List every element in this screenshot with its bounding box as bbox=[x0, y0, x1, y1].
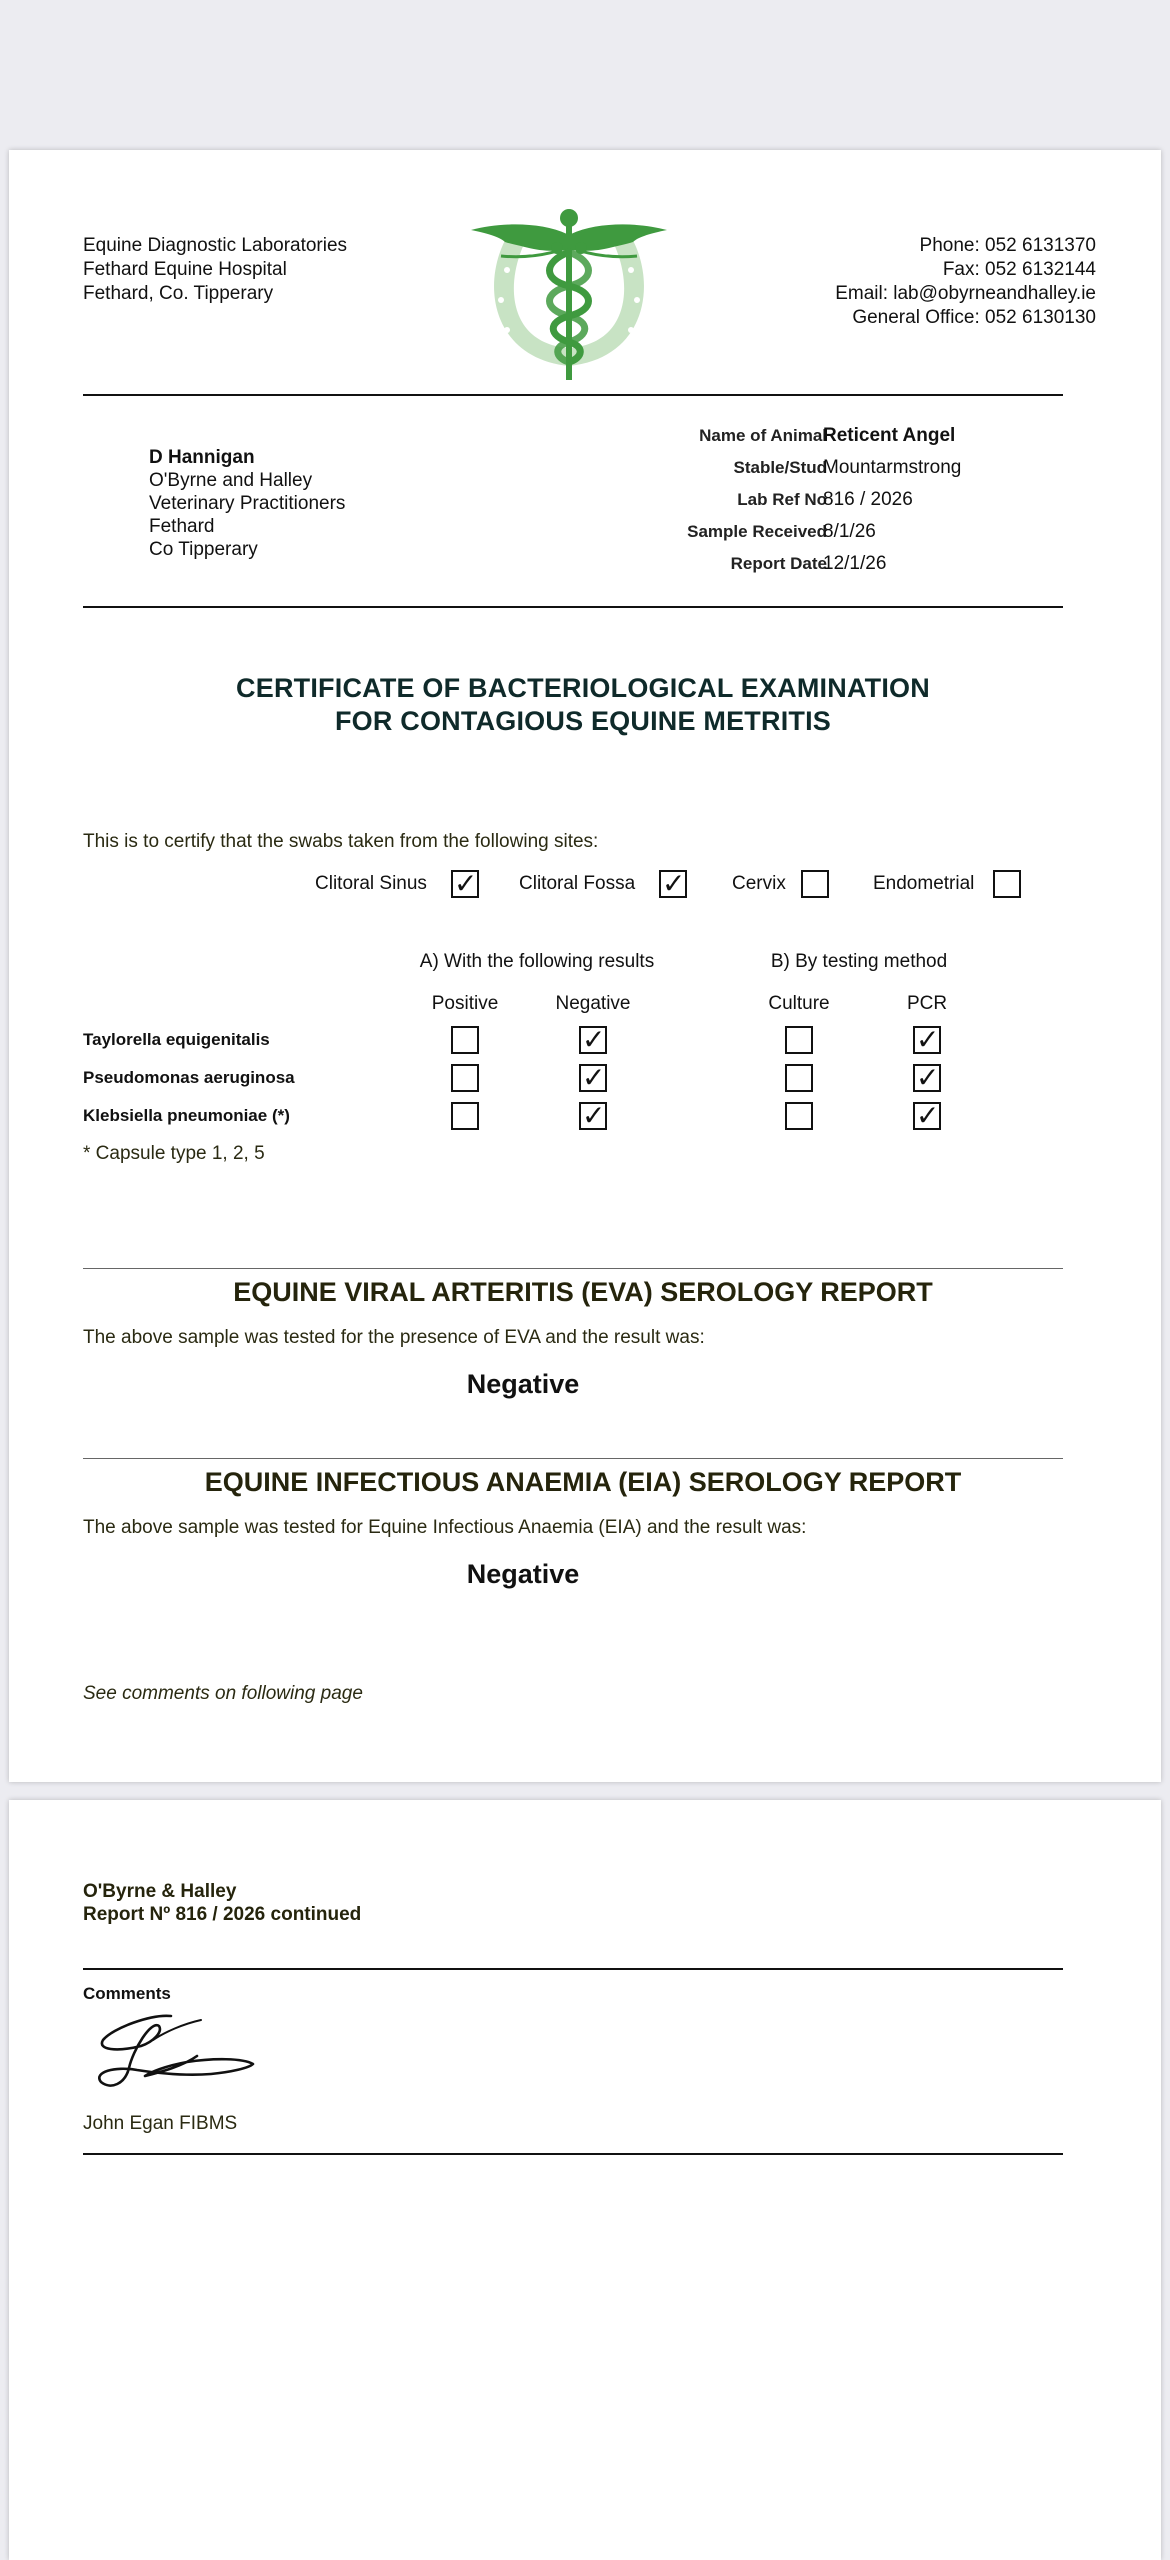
fax-number: Fax: 052 6132144 bbox=[942, 259, 1096, 280]
divider bbox=[83, 1268, 1063, 1269]
site-label: Endometrial bbox=[873, 873, 975, 894]
lab-location: Fethard, Co. Tipperary bbox=[83, 283, 274, 304]
organism-name: Pseudomonas aeruginosa bbox=[83, 1068, 295, 1087]
result-checkbox[interactable] bbox=[451, 1102, 479, 1130]
result-checkbox[interactable] bbox=[785, 1064, 813, 1092]
result-checkbox[interactable] bbox=[451, 1026, 479, 1054]
site-checkbox[interactable] bbox=[993, 870, 1021, 898]
info-row-report-date bbox=[9, 548, 1161, 580]
info-row-sample-received bbox=[9, 516, 1161, 548]
addressee-line: Fethard bbox=[149, 516, 215, 537]
result-checkbox[interactable] bbox=[579, 1023, 607, 1056]
site-label: Clitoral Fossa bbox=[519, 873, 636, 894]
info-row-animal bbox=[9, 420, 1161, 452]
column-heading: Negative bbox=[555, 993, 631, 1014]
method-group-heading: B) By testing method bbox=[770, 951, 948, 972]
certificate-title-line: CERTIFICATE OF BACTERIOLOGICAL EXAMINATION bbox=[236, 673, 930, 703]
caduceus-horseshoe-icon bbox=[471, 208, 667, 380]
checkmark-icon: ✓ bbox=[454, 867, 478, 900]
addressee-name: D Hannigan bbox=[149, 447, 255, 468]
result-checkbox[interactable] bbox=[579, 1099, 607, 1132]
info-label: Lab Ref No bbox=[737, 490, 827, 509]
continuation-note: See comments on following page bbox=[83, 1683, 363, 1704]
organism-name: Klebsiella pneumoniae (*) bbox=[83, 1106, 290, 1125]
divider bbox=[83, 1458, 1063, 1459]
info-value: Reticent Angel bbox=[823, 425, 956, 446]
swab-intro: This is to certify that the swabs taken from the following sites: bbox=[83, 831, 599, 852]
info-label: Report Date bbox=[730, 554, 827, 573]
report-page-1 bbox=[9, 150, 1161, 1782]
capsule-footnote: * Capsule type 1, 2, 5 bbox=[83, 1143, 265, 1164]
email-address[interactable]: Email: lab@obyrneandhalley.ie bbox=[835, 283, 1096, 304]
info-value: 816 / 2026 bbox=[823, 489, 913, 510]
phone-number: Phone: 052 6131370 bbox=[919, 235, 1096, 256]
checkmark-icon: ✓ bbox=[582, 1023, 606, 1056]
info-row-stable bbox=[9, 452, 1161, 484]
eia-description: The above sample was tested for Equine Infectious Anaemia (EIA) and the result was: bbox=[83, 1517, 807, 1538]
info-label: Sample Received bbox=[687, 522, 827, 541]
result-checkbox[interactable] bbox=[913, 1099, 941, 1132]
company-name: O'Byrne & Halley bbox=[83, 1881, 237, 1902]
eva-result: Negative bbox=[466, 1369, 580, 1399]
eva-section-title: EQUINE VIRAL ARTERITIS (EVA) SEROLOGY REPORT bbox=[233, 1277, 933, 1307]
report-page-2 bbox=[9, 1800, 1161, 2560]
lab-address bbox=[83, 234, 347, 306]
site-label: Clitoral Sinus bbox=[315, 873, 427, 894]
checkmark-icon: ✓ bbox=[662, 867, 686, 900]
result-checkbox[interactable] bbox=[785, 1102, 813, 1130]
certificate-title bbox=[83, 672, 1083, 738]
report-reference: Report Nº 816 / 2026 continued bbox=[83, 1904, 362, 1925]
office-number: General Office: 052 6130130 bbox=[852, 307, 1096, 328]
checkmark-icon: ✓ bbox=[916, 1061, 940, 1094]
lab-contact bbox=[835, 234, 1096, 330]
divider bbox=[83, 606, 1063, 608]
result-checkbox[interactable] bbox=[579, 1061, 607, 1094]
eia-section-title: EQUINE INFECTIOUS ANAEMIA (EIA) SEROLOGY REPORT bbox=[204, 1467, 962, 1497]
result-checkbox[interactable] bbox=[451, 1064, 479, 1092]
addressee-line: Co Tipperary bbox=[149, 539, 258, 560]
checkmark-icon: ✓ bbox=[916, 1023, 940, 1056]
lab-hospital: Fethard Equine Hospital bbox=[83, 259, 287, 280]
info-row-lab-ref bbox=[9, 484, 1161, 516]
site-checkbox[interactable] bbox=[801, 870, 829, 898]
info-value: 12/1/26 bbox=[823, 553, 887, 574]
lab-name: Equine Diagnostic Laboratories bbox=[83, 235, 348, 256]
column-heading: Culture bbox=[768, 993, 830, 1014]
comments-label: Comments bbox=[83, 1984, 171, 2003]
page2-header bbox=[83, 1880, 361, 1926]
result-checkbox[interactable] bbox=[913, 1023, 941, 1056]
column-heading: Positive bbox=[431, 993, 499, 1014]
info-value: Mountarmstrong bbox=[823, 457, 962, 478]
certificate-title-line: FOR CONTAGIOUS EQUINE METRITIS bbox=[334, 706, 831, 736]
addressee-line: O'Byrne and Halley bbox=[149, 470, 313, 491]
result-checkbox[interactable] bbox=[913, 1061, 941, 1094]
info-value: 8/1/26 bbox=[823, 521, 876, 542]
signatory-name: John Egan FIBMS bbox=[83, 2113, 238, 2134]
checkmark-icon: ✓ bbox=[582, 1061, 606, 1094]
divider bbox=[83, 394, 1063, 396]
eia-result: Negative bbox=[466, 1559, 580, 1589]
addressee-line: Veterinary Practitioners bbox=[149, 493, 346, 514]
divider bbox=[83, 2153, 1063, 2155]
site-checkbox[interactable] bbox=[659, 867, 687, 900]
info-label: Stable/Stud bbox=[733, 458, 827, 477]
results-group-heading: A) With the following results bbox=[419, 951, 655, 972]
info-label: Name of Animal bbox=[699, 426, 827, 445]
site-checkbox[interactable] bbox=[451, 867, 479, 900]
checkmark-icon: ✓ bbox=[916, 1099, 940, 1132]
eva-description: The above sample was tested for the presence of EVA and the result was: bbox=[83, 1327, 705, 1348]
divider bbox=[83, 1968, 1063, 1970]
organism-name: Taylorella equigenitalis bbox=[83, 1030, 270, 1049]
site-label: Cervix bbox=[732, 873, 786, 894]
checkmark-icon: ✓ bbox=[582, 1099, 606, 1132]
column-heading: PCR bbox=[906, 993, 948, 1014]
result-checkbox[interactable] bbox=[785, 1026, 813, 1054]
handwritten-signature bbox=[93, 2010, 263, 2096]
